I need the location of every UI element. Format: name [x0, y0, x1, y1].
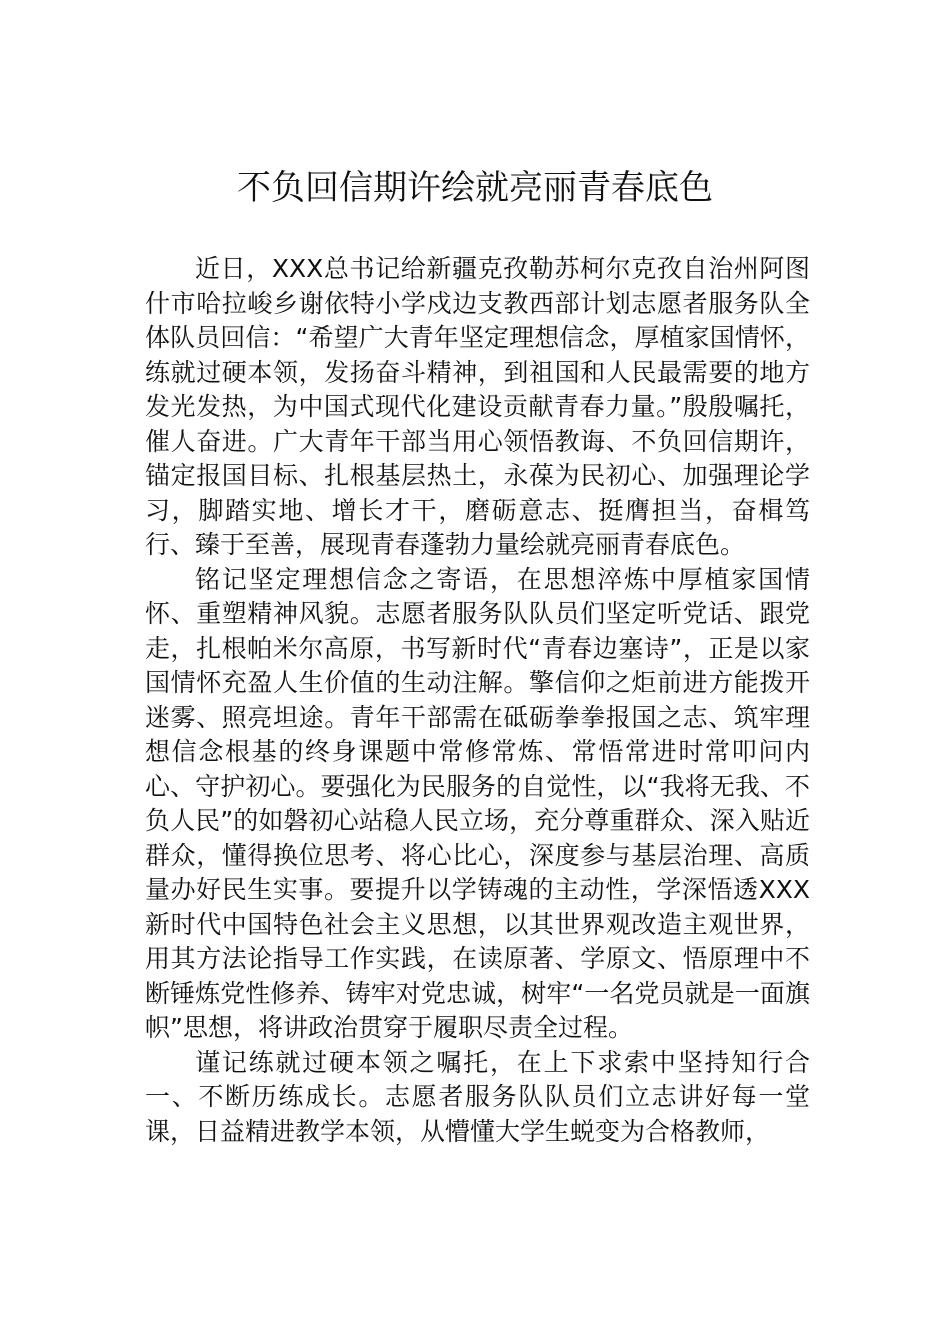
paragraph-ideals: 铭记坚定理想信念之寄语，在思想淬炼中厚植家国情怀、重塑精神风貌。志愿者服务队队员们坚定听党话、跟党走，扎根帕米尔高原，书写新时代“青春边塞诗”，正是以家国情怀充盈人生价值的生动注解。擎信仰之炬前进方能拨开迷雾、照亮坦途。青年干部需在砥砺拳拳报国之志、筑牢理想信念根基的终身课题中常修常炼、常悟常进时常叩问内心、守护初心。要强化为民服务的自觉性，以“我将无我、不负人民”的如磐初心站稳人民立场，充分尊重群众、深入贴近群众，懂得换位思考、将心比心，深度参与基层治理、高质量办好民生实事。要提升以学铸魂的主动性，学深悟透XXX新时代中国特色社会主义思想，以其世界观改造主观世界，用其方法论指导工作实践，在读原著、学原文、悟原理中不断锤炼党性修养、铸牢对党忠诚，树牢“一名党员就是一面旗帜”思想，将讲政治贯穿于履职尽责全过程。	[145, 564, 810, 1042]
paragraph-skills: 谨记练就过硬本领之嘱托，在上下求索中坚持知行合一、不断历练成长。志愿者服务队队员们立志讲好每一堂课，日益精进教学本领，从懵懂大学生蜕变为合格教师，	[145, 1047, 810, 1146]
document-body	[145, 252, 810, 1149]
paragraph-intro: 近日，XXX总书记给新疆克孜勒苏柯尔克孜自治州阿图什市哈拉峻乡谢依特小学戍边支教西部计划志愿者服务队全体队员回信：“希望广大青年坚定理想信念，厚植家国情怀，练就过硬本领，发扬奋斗精神，到祖国和人民最需要的地方发光发热，为中国式现代化建设贡献青春力量。”殷殷嘱托，催人奋进。广大青年干部当用心领悟教诲、不负回信期许，锚定报国目标、扎根基层热土，永葆为民初心、加强理论学习，脚踏实地、增长才干，磨砺意志、挺膺担当，奋楫笃行、臻于至善，展现青春蓬勃力量绘就亮丽青春底色。	[145, 254, 810, 559]
document-title: 不负回信期许绘就亮丽青春底色	[237, 168, 713, 208]
